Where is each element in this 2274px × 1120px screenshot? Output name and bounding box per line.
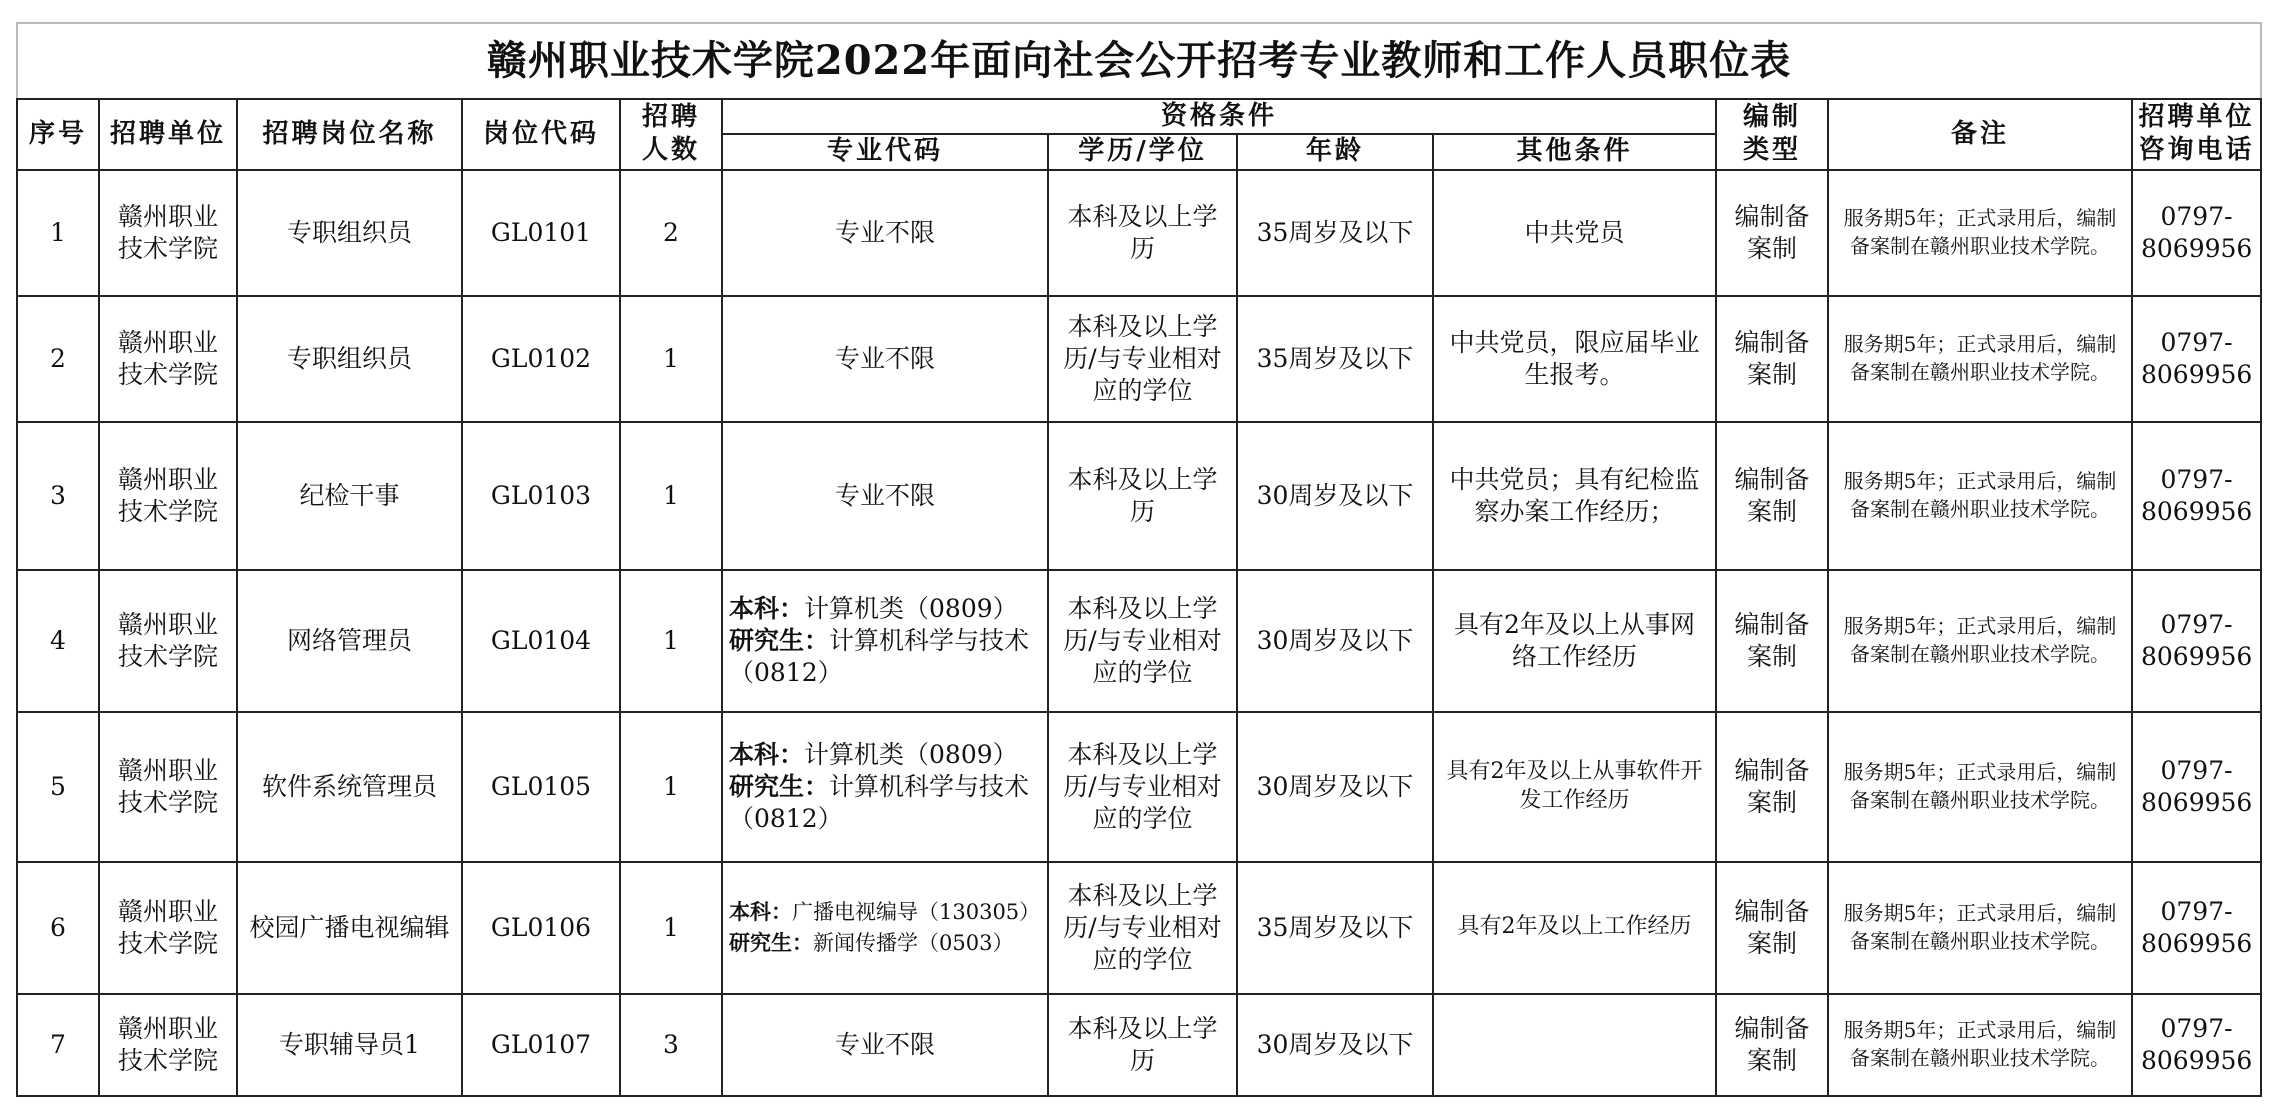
cell-staff-type: 编制备案制: [1716, 570, 1828, 712]
cell-major: [722, 862, 1048, 994]
table-row: [17, 994, 2261, 1096]
cell-degree: 本科及以上学历/与专业相对应的学位: [1048, 570, 1237, 712]
cell-other: 具有2年及以上从事软件开发工作经历: [1433, 712, 1716, 862]
cell-seq: 2: [17, 296, 99, 422]
cell-count: 1: [620, 296, 722, 422]
cell-position: 网络管理员: [237, 570, 462, 712]
cell-unit: 赣州职业技术学院: [99, 170, 237, 296]
cell-remarks: 服务期5年；正式录用后，编制备案制在赣州职业技术学院。: [1828, 994, 2132, 1096]
cell-other: 具有2年及以上工作经历: [1433, 862, 1716, 994]
cell-age: 30周岁及以下: [1237, 422, 1433, 570]
cell-age: 35周岁及以下: [1237, 296, 1433, 422]
cell-degree: 本科及以上学历: [1048, 170, 1237, 296]
cell-count: 1: [620, 570, 722, 712]
major-postgrad-label: 研究生：: [729, 625, 830, 655]
cell-count: 1: [620, 712, 722, 862]
table-row: [17, 170, 2261, 296]
major-undergrad-value: 计算机类（0809）: [804, 739, 1018, 769]
header-count-line2: 人数: [641, 135, 700, 166]
cell-code: GL0101: [462, 170, 620, 296]
cell-age: 30周岁及以下: [1237, 994, 1433, 1096]
header-staff-type-line1: 编制: [1742, 102, 1801, 132]
cell-staff-type: 编制备案制: [1716, 422, 1828, 570]
cell-position: 专职组织员: [237, 296, 462, 422]
cell-seq: 6: [17, 862, 99, 994]
header-major: 专业代码: [722, 134, 1048, 169]
cell-position: 纪检干事: [237, 422, 462, 570]
major-undergrad-label: 本科：: [729, 898, 792, 924]
cell-staff-type: 编制备案制: [1716, 296, 1828, 422]
cell-seq: 3: [17, 422, 99, 570]
cell-phone: 0797-8069956: [2132, 862, 2261, 994]
cell-seq: 4: [17, 570, 99, 712]
cell-position: 专职辅导员1: [237, 994, 462, 1096]
table-row: [17, 422, 2261, 570]
cell-other: 中共党员，限应届毕业生报考。: [1433, 296, 1716, 422]
header-seq: 序号: [17, 99, 99, 170]
header-phone-line1: 招聘单位: [2138, 102, 2255, 132]
cell-unit: 赣州职业技术学院: [99, 994, 237, 1096]
cell-remarks: 服务期5年；正式录用后，编制备案制在赣州职业技术学院。: [1828, 570, 2132, 712]
cell-other: [1433, 994, 1716, 1096]
major-undergrad-value: 广播电视编导（130305）: [792, 899, 1041, 924]
header-age: 年龄: [1237, 134, 1433, 169]
cell-remarks: 服务期5年；正式录用后，编制备案制在赣州职业技术学院。: [1828, 422, 2132, 570]
cell-unit: 赣州职业技术学院: [99, 570, 237, 712]
cell-phone: 0797-8069956: [2132, 170, 2261, 296]
cell-age: 35周岁及以下: [1237, 862, 1433, 994]
cell-unit: 赣州职业技术学院: [99, 712, 237, 862]
header-degree: 学历/学位: [1048, 134, 1237, 169]
cell-count: 1: [620, 422, 722, 570]
cell-count: 2: [620, 170, 722, 296]
cell-major: 专业不限: [722, 296, 1048, 422]
cell-phone: 0797-8069956: [2132, 422, 2261, 570]
major-undergrad-label: 本科：: [729, 739, 805, 769]
cell-age: 30周岁及以下: [1237, 570, 1433, 712]
table-row: [17, 296, 2261, 422]
cell-major: [722, 570, 1048, 712]
cell-degree: 本科及以上学历/与专业相对应的学位: [1048, 296, 1237, 422]
major-postgrad-label: 研究生：: [729, 771, 830, 801]
cell-phone: 0797-8069956: [2132, 296, 2261, 422]
cell-staff-type: 编制备案制: [1716, 862, 1828, 994]
cell-remarks: 服务期5年；正式录用后，编制备案制在赣州职业技术学院。: [1828, 712, 2132, 862]
cell-code: GL0105: [462, 712, 620, 862]
cell-position: 软件系统管理员: [237, 712, 462, 862]
cell-degree: 本科及以上学历/与专业相对应的学位: [1048, 712, 1237, 862]
cell-phone: 0797-8069956: [2132, 994, 2261, 1096]
cell-count: 3: [620, 994, 722, 1096]
major-undergrad-value: 计算机类（0809）: [804, 593, 1018, 623]
cell-code: GL0104: [462, 570, 620, 712]
cell-staff-type: 编制备案制: [1716, 712, 1828, 862]
cell-other: 中共党员；具有纪检监察办案工作经历；: [1433, 422, 1716, 570]
header-remarks: 备注: [1828, 99, 2132, 170]
header-count: [620, 99, 722, 170]
major-undergrad-label: 本科：: [729, 593, 805, 623]
header-position: 招聘岗位名称: [237, 99, 462, 170]
cell-count: 1: [620, 862, 722, 994]
header-unit: 招聘单位: [99, 99, 237, 170]
cell-code: GL0102: [462, 296, 620, 422]
major-postgrad-value: 计算机科学与技术（0812）: [729, 771, 1030, 833]
cell-degree: 本科及以上学历: [1048, 422, 1237, 570]
header-phone-line2: 咨询电话: [2138, 135, 2255, 166]
cell-major: 专业不限: [722, 994, 1048, 1096]
cell-age: 30周岁及以下: [1237, 712, 1433, 862]
cell-major: 专业不限: [722, 422, 1048, 570]
cell-phone: 0797-8069956: [2132, 712, 2261, 862]
cell-other: 中共党员: [1433, 170, 1716, 296]
cell-remarks: 服务期5年；正式录用后，编制备案制在赣州职业技术学院。: [1828, 170, 2132, 296]
cell-seq: 7: [17, 994, 99, 1096]
cell-remarks: 服务期5年；正式录用后，编制备案制在赣州职业技术学院。: [1828, 296, 2132, 422]
header-qualifications: 资格条件: [722, 99, 1716, 134]
table-title: 赣州职业技术学院2022年面向社会公开招考专业教师和工作人员职位表: [17, 23, 2261, 99]
cell-code: GL0103: [462, 422, 620, 570]
position-table: [16, 22, 2262, 1097]
header-phone: [2132, 99, 2261, 170]
cell-position: 专职组织员: [237, 170, 462, 296]
header-count-line1: 招聘: [641, 102, 700, 132]
cell-staff-type: 编制备案制: [1716, 170, 1828, 296]
cell-major: 专业不限: [722, 170, 1048, 296]
table-row: [17, 862, 2261, 994]
cell-code: GL0107: [462, 994, 620, 1096]
cell-code: GL0106: [462, 862, 620, 994]
cell-remarks: 服务期5年；正式录用后，编制备案制在赣州职业技术学院。: [1828, 862, 2132, 994]
table-row: [17, 712, 2261, 862]
cell-other: 具有2年及以上从事网络工作经历: [1433, 570, 1716, 712]
header-code: 岗位代码: [462, 99, 620, 170]
header-staff-type-line2: 类型: [1742, 135, 1801, 166]
cell-unit: 赣州职业技术学院: [99, 422, 237, 570]
cell-phone: 0797-8069956: [2132, 570, 2261, 712]
major-postgrad-value: 新闻传播学（0503）: [813, 930, 1014, 955]
cell-unit: 赣州职业技术学院: [99, 296, 237, 422]
cell-unit: 赣州职业技术学院: [99, 862, 237, 994]
cell-major: [722, 712, 1048, 862]
header-row-top: [17, 99, 2261, 134]
position-table-sheet: [16, 22, 2260, 1097]
major-postgrad-label: 研究生：: [729, 929, 813, 955]
cell-staff-type: 编制备案制: [1716, 994, 1828, 1096]
major-postgrad-value: 计算机科学与技术（0812）: [729, 625, 1030, 687]
cell-seq: 1: [17, 170, 99, 296]
cell-position: 校园广播电视编辑: [237, 862, 462, 994]
title-row: [17, 23, 2261, 99]
header-staff-type: [1716, 99, 1828, 170]
cell-seq: 5: [17, 712, 99, 862]
cell-degree: 本科及以上学历/与专业相对应的学位: [1048, 862, 1237, 994]
header-other: 其他条件: [1433, 134, 1716, 169]
cell-degree: 本科及以上学历: [1048, 994, 1237, 1096]
cell-age: 35周岁及以下: [1237, 170, 1433, 296]
table-row: [17, 570, 2261, 712]
